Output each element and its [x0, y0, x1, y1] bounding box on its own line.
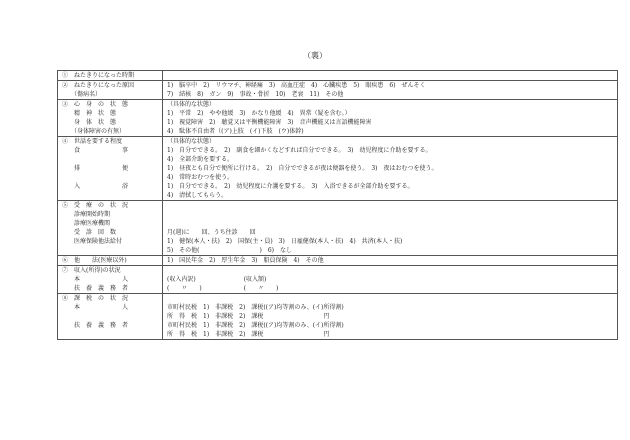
item-value-line: （具体的な状態）	[167, 138, 216, 145]
item-label-cell	[58, 201, 163, 256]
page-title: （裏）	[303, 51, 327, 60]
item-value-cell	[163, 201, 618, 256]
item-label-line	[62, 312, 158, 321]
item-label-line: ④ 世話を要する程度	[62, 138, 123, 145]
item-value-line: (収入内訳) (収入額)	[167, 276, 267, 283]
item-value-line: 4) 常時おむつを使う。	[167, 174, 234, 181]
item-label-line: 診療開始時期	[62, 211, 111, 218]
form-row	[58, 81, 618, 100]
item-value-line: 4) 駄体不自由者（(ア)上肢 (イ)下肢 (ウ)体幹)	[167, 128, 304, 135]
item-label-line: 食 事	[62, 147, 129, 154]
item-value-line: 4) 全部介助を要する。	[167, 156, 234, 163]
item-value-line: 月(週)に 回、うち往診 回	[167, 229, 256, 236]
item-label-cell	[58, 100, 163, 137]
item-value-line: 所 得 税 1) 非課税 2) 課税 円	[167, 331, 330, 338]
item-label-line: （身体障害の有無）	[62, 128, 126, 135]
item-value-line	[167, 210, 613, 219]
item-label-cell	[58, 294, 163, 340]
item-label-line: ① ねたきりになった時期	[62, 72, 135, 79]
item-value-line: 1) 国民年金 2) 厚生年金 3) 船員保険 4) その他	[167, 257, 324, 264]
item-label-line: 扶 養 義 務 者	[62, 285, 129, 292]
item-label-line: ⑥ 他 法(医療以外)	[62, 257, 127, 264]
item-value-line: （具体的な状態）	[167, 101, 216, 108]
item-label-line	[62, 173, 158, 182]
item-value-line	[167, 219, 613, 228]
item-value-line: 1) 昼夜とも自分で便所に行ける。 2) 自分でできるが夜は便器を使う。 3) 夜はおむつを使う。	[167, 165, 438, 172]
item-label-line	[62, 155, 158, 164]
item-value-line: 1) 健保(本人・扶) 2) 国保(主・員) 3) 日雇健保(本人・扶) 4) 共済(本人・扶)	[167, 238, 403, 245]
item-value-line: 1) 自分でできる。 2) 副食を細かくなどすれば自分でできる。 3) 幼児程度に介助を要する。	[167, 147, 432, 154]
item-value-line	[167, 201, 613, 210]
item-label-cell	[58, 256, 163, 266]
form-body	[58, 71, 618, 340]
item-value-line: 1) 自分でできる。 2) 幼児程度に介護を要する。 3) 入浴できるが全部介助を要する。	[167, 183, 414, 190]
form-row	[58, 294, 618, 340]
item-label-line: 身 体 状 態	[62, 119, 117, 126]
item-label-cell	[58, 266, 163, 294]
item-value-line	[167, 71, 613, 80]
item-label-line	[62, 191, 158, 200]
item-label-line: 排 便	[62, 165, 129, 172]
form-row	[58, 100, 618, 137]
item-value-line: ( 〃 ) ( 〃 )	[167, 285, 279, 292]
item-label-line: ② ねたきりになった原因	[62, 82, 135, 89]
item-label-line: ③ 心 身 の 状 態	[62, 101, 129, 108]
item-value-line: 市町村民税 1) 非課税 2) 課税((ア)均等割のみ、(イ)所得割)	[167, 304, 344, 311]
item-value-cell	[163, 137, 618, 201]
item-value-line	[167, 266, 613, 275]
item-label-line	[62, 246, 158, 255]
form-row	[58, 137, 618, 201]
item-value-cell	[163, 294, 618, 340]
form-table	[57, 70, 618, 340]
form-row	[58, 71, 618, 81]
form-row	[58, 266, 618, 294]
item-label-line: 医療保険他法給付	[62, 238, 123, 245]
item-value-cell	[163, 256, 618, 266]
item-label-line: 入 浴	[62, 183, 129, 190]
item-value-line	[167, 294, 613, 303]
item-value-line: 1) 脳卒中 2) リウマチ、神経痛 3) 高血圧症 4) 心臓疾患 5) 眼疾患 6) ぜんそく	[167, 82, 426, 89]
item-label-cell	[58, 137, 163, 201]
item-label-line: （傷病名）	[62, 91, 102, 98]
item-value-cell	[163, 266, 618, 294]
item-label-line	[62, 330, 158, 339]
item-label-cell	[58, 71, 163, 81]
item-value-line: 5) その他( ) 6) なし	[167, 247, 292, 254]
item-label-line: ⑤ 受 療 の 状 況	[62, 202, 129, 209]
item-label-line: 精 神 状 態	[62, 110, 117, 117]
item-value-line: 1) 平常 2) やや他緩 3) かなり他緩 4) 異常（疑を含む。）	[167, 110, 351, 117]
item-label-line: ⑦ 収入(所得)の状況	[62, 267, 121, 274]
item-value-cell	[163, 71, 618, 81]
item-value-line: 1) 視覚障害 2) 聴覚又は平衡機能障害 3) 音声機能又は言語機能障害	[167, 119, 372, 126]
item-label-line: 受 診 回 数	[62, 229, 117, 236]
item-label-line: 本 人	[62, 276, 129, 283]
item-label-line: 診療医療機関	[62, 220, 111, 227]
form-row	[58, 201, 618, 256]
item-value-line: 市町村民税 1) 非課税 2) 課税((ア)均等割のみ、(イ)所得割)	[167, 322, 344, 329]
item-value-line: 4) 清拭してもらう。	[167, 192, 228, 199]
item-label-line: 本 人	[62, 304, 129, 311]
item-value-cell	[163, 81, 618, 100]
item-label-line: 扶 養 義 務 者	[62, 322, 129, 329]
item-label-cell	[58, 81, 163, 100]
item-label-line: ⑧ 課 税 の 状 況	[62, 295, 129, 302]
item-value-line: 7) 結核 8) ガン 9) 事故・骨折 10) 老衰 11) その他	[167, 91, 344, 98]
item-value-line: 所 得 税 1) 非課税 2) 課税 円	[167, 313, 330, 320]
form-row	[58, 256, 618, 266]
item-value-cell	[163, 100, 618, 137]
